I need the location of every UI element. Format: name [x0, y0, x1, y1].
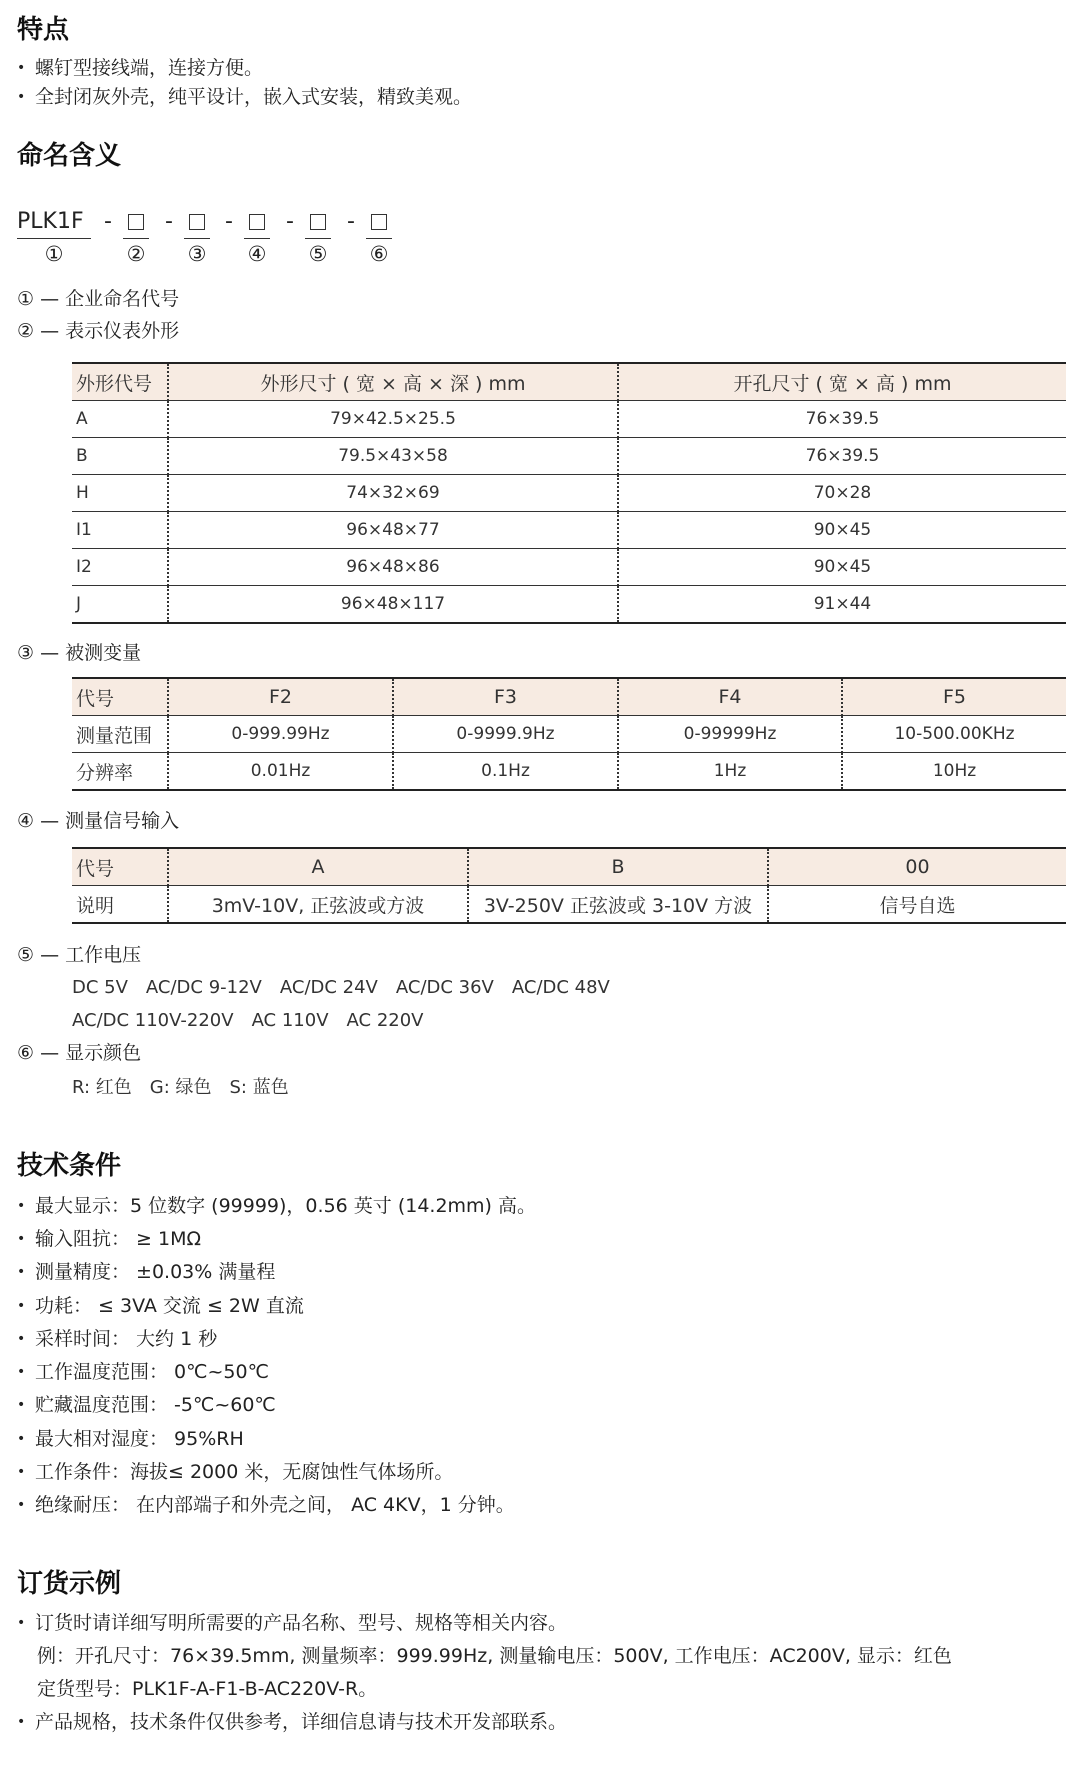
table-header-row — [72, 848, 1066, 886]
table-row: 测量范围 0-999.99Hz 0-9999.9Hz 0-99999Hz 10-500.00KHz — [72, 716, 1066, 753]
placeholder-box — [310, 214, 326, 230]
table-header: 00 — [768, 848, 1066, 886]
naming-number: ④ — [247, 242, 267, 266]
tech-heading: 技术条件 — [17, 1151, 122, 1181]
naming-number: ⑥ — [369, 242, 389, 266]
naming-dash: - — [104, 209, 112, 234]
naming-item: ③ — 被测变量 — [17, 642, 142, 664]
table-header-row — [72, 363, 1066, 401]
variable-table — [72, 677, 1066, 791]
naming-number: ② — [126, 242, 146, 266]
table-row: 分辨率 0.01Hz 0.1Hz 1Hz 10Hz — [72, 753, 1066, 791]
tech-bullet: • 采样时间： 大约 1 秒 — [17, 1328, 218, 1350]
naming-dash: - — [165, 209, 173, 234]
naming-code — [17, 208, 407, 270]
tech-bullet: • 工作条件：海拔≤ 2000 米，无腐蚀性气体场所。 — [17, 1461, 454, 1483]
table-row: B 79.5×43×58 76×39.5 — [72, 438, 1066, 475]
underline — [366, 238, 392, 239]
input-table — [72, 847, 1066, 924]
voltage-options: DC 5V AC/DC 9-12V AC/DC 24V AC/DC 36V AC/DC 48V — [72, 977, 610, 998]
table-header: F2 — [168, 678, 393, 716]
voltage-options: AC/DC 110V-220V AC 110V AC 220V — [72, 1010, 424, 1031]
features-bullet: • 螺钉型接线端，连接方便。 — [17, 57, 264, 79]
order-model: 定货型号：PLK1F-A-F1-B-AC220V-R。 — [37, 1678, 378, 1700]
order-bullet: • 订货时请详细写明所需要的产品名称、型号、规格等相关内容。 — [17, 1612, 568, 1634]
placeholder-box — [371, 214, 387, 230]
tech-bullet: • 最大显示：5 位数字 (99999)，0.56 英寸 (14.2mm) 高。 — [17, 1195, 537, 1217]
table-header-row — [72, 678, 1066, 716]
features-heading: 特点 — [17, 15, 70, 45]
table-row: I1 96×48×77 90×45 — [72, 512, 1066, 549]
underline — [305, 238, 331, 239]
table-header: 代号 — [72, 678, 168, 716]
table-header: F4 — [618, 678, 842, 716]
underline — [184, 238, 210, 239]
naming-item: ② — 表示仪表外形 — [17, 320, 180, 342]
table-row: A 79×42.5×25.5 76×39.5 — [72, 401, 1066, 438]
shape-table — [72, 362, 1066, 624]
order-bullet: • 产品规格，技术条件仅供参考，详细信息请与技术开发部联系。 — [17, 1711, 568, 1733]
table-header: F5 — [842, 678, 1066, 716]
naming-dash: - — [286, 209, 294, 234]
table-header: 外形代号 — [72, 363, 168, 401]
underline — [123, 238, 149, 239]
tech-bullet: • 测量精度： ±0.03% 满量程 — [17, 1261, 276, 1283]
naming-number: ① — [44, 242, 64, 266]
table-header: 外形尺寸 ( 宽 × 高 × 深 ) mm — [168, 363, 618, 401]
table-header: 代号 — [72, 848, 168, 886]
tech-bullet: • 工作温度范围： 0℃~50℃ — [17, 1361, 269, 1383]
placeholder-box — [249, 214, 265, 230]
naming-dash: - — [347, 209, 355, 234]
naming-heading: 命名含义 — [17, 141, 122, 171]
order-heading: 订货示例 — [17, 1569, 122, 1599]
color-options: R: 红色 G: 绿色 S: 蓝色 — [72, 1077, 289, 1098]
tech-bullet: • 贮藏温度范围： -5℃~60℃ — [17, 1394, 276, 1416]
table-row: H 74×32×69 70×28 — [72, 475, 1066, 512]
table-header: B — [468, 848, 768, 886]
placeholder-box — [189, 214, 205, 230]
tech-bullet: • 最大相对湿度： 95%RH — [17, 1428, 244, 1450]
tech-bullet: • 功耗： ≤ 3VA 交流 ≤ 2W 直流 — [17, 1295, 304, 1317]
features-bullet: • 全封闭灰外壳，纯平设计，嵌入式安装，精致美观。 — [17, 86, 473, 108]
naming-item: ④ — 测量信号输入 — [17, 810, 180, 832]
naming-item: ⑤ — 工作电压 — [17, 944, 142, 966]
table-header: A — [168, 848, 468, 886]
placeholder-box — [128, 214, 144, 230]
table-header: F3 — [393, 678, 618, 716]
naming-prefix: PLK1F — [17, 209, 84, 234]
tech-bullet: • 绝缘耐压： 在内部端子和外壳之间， AC 4KV，1 分钟。 — [17, 1494, 515, 1516]
naming-number: ③ — [187, 242, 207, 266]
naming-dash: - — [225, 209, 233, 234]
table-row: 说明 3mV-10V, 正弦波或方波 3V-250V 正弦波或 3-10V 方波 信号自选 — [72, 886, 1066, 924]
table-row: I2 96×48×86 90×45 — [72, 549, 1066, 586]
tech-bullet: • 输入阻抗： ≥ 1MΩ — [17, 1228, 201, 1250]
underline — [17, 238, 91, 239]
order-example: 例：开孔尺寸：76×39.5mm, 测量频率：999.99Hz, 测量输电压：500V, 工作电压：AC200V, 显示：红色 — [37, 1645, 952, 1667]
naming-item: ① — 企业命名代号 — [17, 288, 180, 310]
table-header: 开孔尺寸 ( 宽 × 高 ) mm — [618, 363, 1066, 401]
naming-number: ⑤ — [308, 242, 328, 266]
naming-item: ⑥ — 显示颜色 — [17, 1042, 142, 1064]
underline — [244, 238, 270, 239]
table-row: J 96×48×117 91×44 — [72, 586, 1066, 624]
